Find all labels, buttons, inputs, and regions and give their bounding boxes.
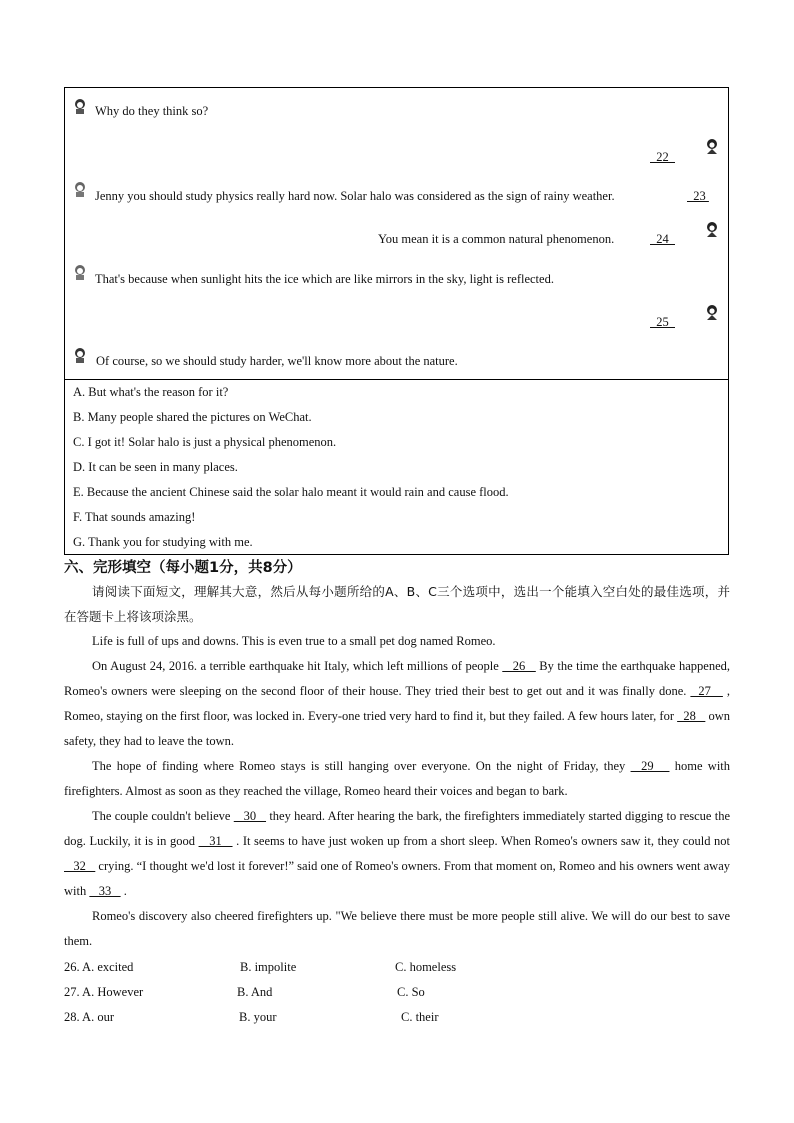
passage-text: On August 24, 2016. a terrible earthquake hit Italy, which left millions of people (92, 659, 503, 673)
passage-para-3 (64, 754, 730, 804)
question-27-option-a[interactable]: 27. A. However (64, 985, 144, 999)
dialog-line-4: That's because when sunlight hits the ice which are like mirrors in the sky, light is reflected. (95, 272, 554, 286)
option-d: D. It can be seen in many places. (73, 460, 238, 474)
dialog-box (64, 87, 729, 379)
blank-29[interactable]: 29 (630, 759, 670, 773)
passage-text: crying. “I thought we'd lost it forever!” said one of Romeo's owners. From that moment on, Romeo and his owners went away with (64, 859, 731, 898)
passage-text: own safety, they had to leave the town. (64, 709, 731, 748)
dialog-line-5: Of course, so we should study harder, we'll know more about the nature. (96, 354, 458, 368)
question-28-option-a[interactable]: 28. A. our (64, 1010, 114, 1024)
passage-text: they heard. After hearing the bark, the firefighters immediately started digging to rescue the dog. Luckily, it is in good (64, 809, 731, 848)
question-27-option-b[interactable]: B. And (237, 985, 273, 999)
dialog-line-1: Why do they think so? (95, 104, 209, 118)
passage-text: . (120, 884, 127, 898)
blank-28[interactable]: 28 (677, 709, 706, 723)
boy-avatar-icon (705, 138, 719, 155)
section-heading: 六、完形填空（每小题1分，共8分） (64, 560, 302, 576)
option-e: E. Because the ancient Chinese said the solar halo meant it would rain and cause flood. (73, 485, 509, 499)
blank-24[interactable]: 24 (650, 232, 675, 246)
dialog-line-2: Jenny you should study physics really hard now. Solar halo was considered as the sign of rainy weather. (95, 189, 615, 203)
dialog-line-3: You mean it is a common natural phenomenon. (378, 232, 615, 246)
passage-text: By the time the earthquake happened, Romeo's owners were sleeping on the second floor of their house. They tried their best to get out and it was finally done. (64, 659, 731, 698)
blank-22[interactable]: 22 (650, 150, 675, 164)
passage-para-4 (64, 804, 730, 904)
girl-avatar-icon (73, 264, 87, 281)
passage-para-5 (64, 904, 730, 954)
passage-text: The hope of finding where Romeo stays is still hanging over everyone. On the night of Friday, they (92, 759, 631, 773)
passage-text: . It seems to have just woken up from a short sleep. When Romeo's owners saw it, they could not (232, 834, 730, 848)
passage-text: Life is full of ups and downs. This is even true to a small pet dog named Romeo. (92, 634, 496, 648)
boy-avatar-icon (705, 304, 719, 321)
boy-avatar-icon (705, 221, 719, 238)
blank-31[interactable]: 31 (198, 834, 233, 848)
blank-25[interactable]: 25 (650, 315, 675, 329)
passage-text: The couple couldn't believe (92, 809, 234, 823)
instruction-text (64, 579, 730, 629)
passage-text: Romeo's discovery also cheered firefighters up. "We believe there must be more people still alive. We will do our best to save them. (64, 909, 730, 948)
blank-26[interactable]: 26 (502, 659, 536, 673)
option-b: B. Many people shared the pictures on WeChat. (73, 410, 312, 424)
passage (64, 629, 730, 954)
question-26-option-b[interactable]: B. impolite (240, 960, 297, 974)
question-26-option-c[interactable]: C. homeless (395, 960, 457, 974)
passage-text: home with firefighters. Almost as soon as they reached the village, Romeo heard their voices and began to bark. (64, 759, 731, 798)
instruction: 请阅读下面短文，理解其大意，然后从每小题所给的A、B、C三个选项中，选出一个能填入空白处的最佳选项，并在答题卡上将该项涂黑。 (64, 584, 730, 624)
question-28-option-b[interactable]: B. your (239, 1010, 277, 1024)
question-26-option-a[interactable]: 26. A. excited (64, 960, 134, 974)
girl-avatar-icon (73, 181, 87, 198)
passage-text: , Romeo, staying on the first floor, was locked in. Every-one tried very hard to find it, but they failed. A few hours later, for (64, 684, 731, 723)
option-g: G. Thank you for studying with me. (73, 535, 253, 549)
blank-33[interactable]: 33 (89, 884, 121, 898)
question-28-option-c[interactable]: C. their (401, 1010, 439, 1024)
blank-32[interactable]: 32 (64, 859, 96, 873)
girl-avatar-icon (73, 98, 87, 115)
girl-avatar-icon (73, 347, 87, 364)
option-f: F. That sounds amazing! (73, 510, 196, 524)
question-27-option-c[interactable]: C. So (397, 985, 425, 999)
option-c: C. I got it! Solar halo is just a physical phenomenon. (73, 435, 337, 449)
blank-30[interactable]: 30 (233, 809, 267, 823)
blank-23[interactable]: 23 (687, 189, 709, 203)
blank-27[interactable]: 27 (690, 684, 723, 698)
passage-para-1 (64, 629, 730, 654)
passage-para-2 (64, 654, 730, 754)
options-box (64, 379, 729, 555)
option-a: A. But what's the reason for it? (73, 385, 229, 399)
